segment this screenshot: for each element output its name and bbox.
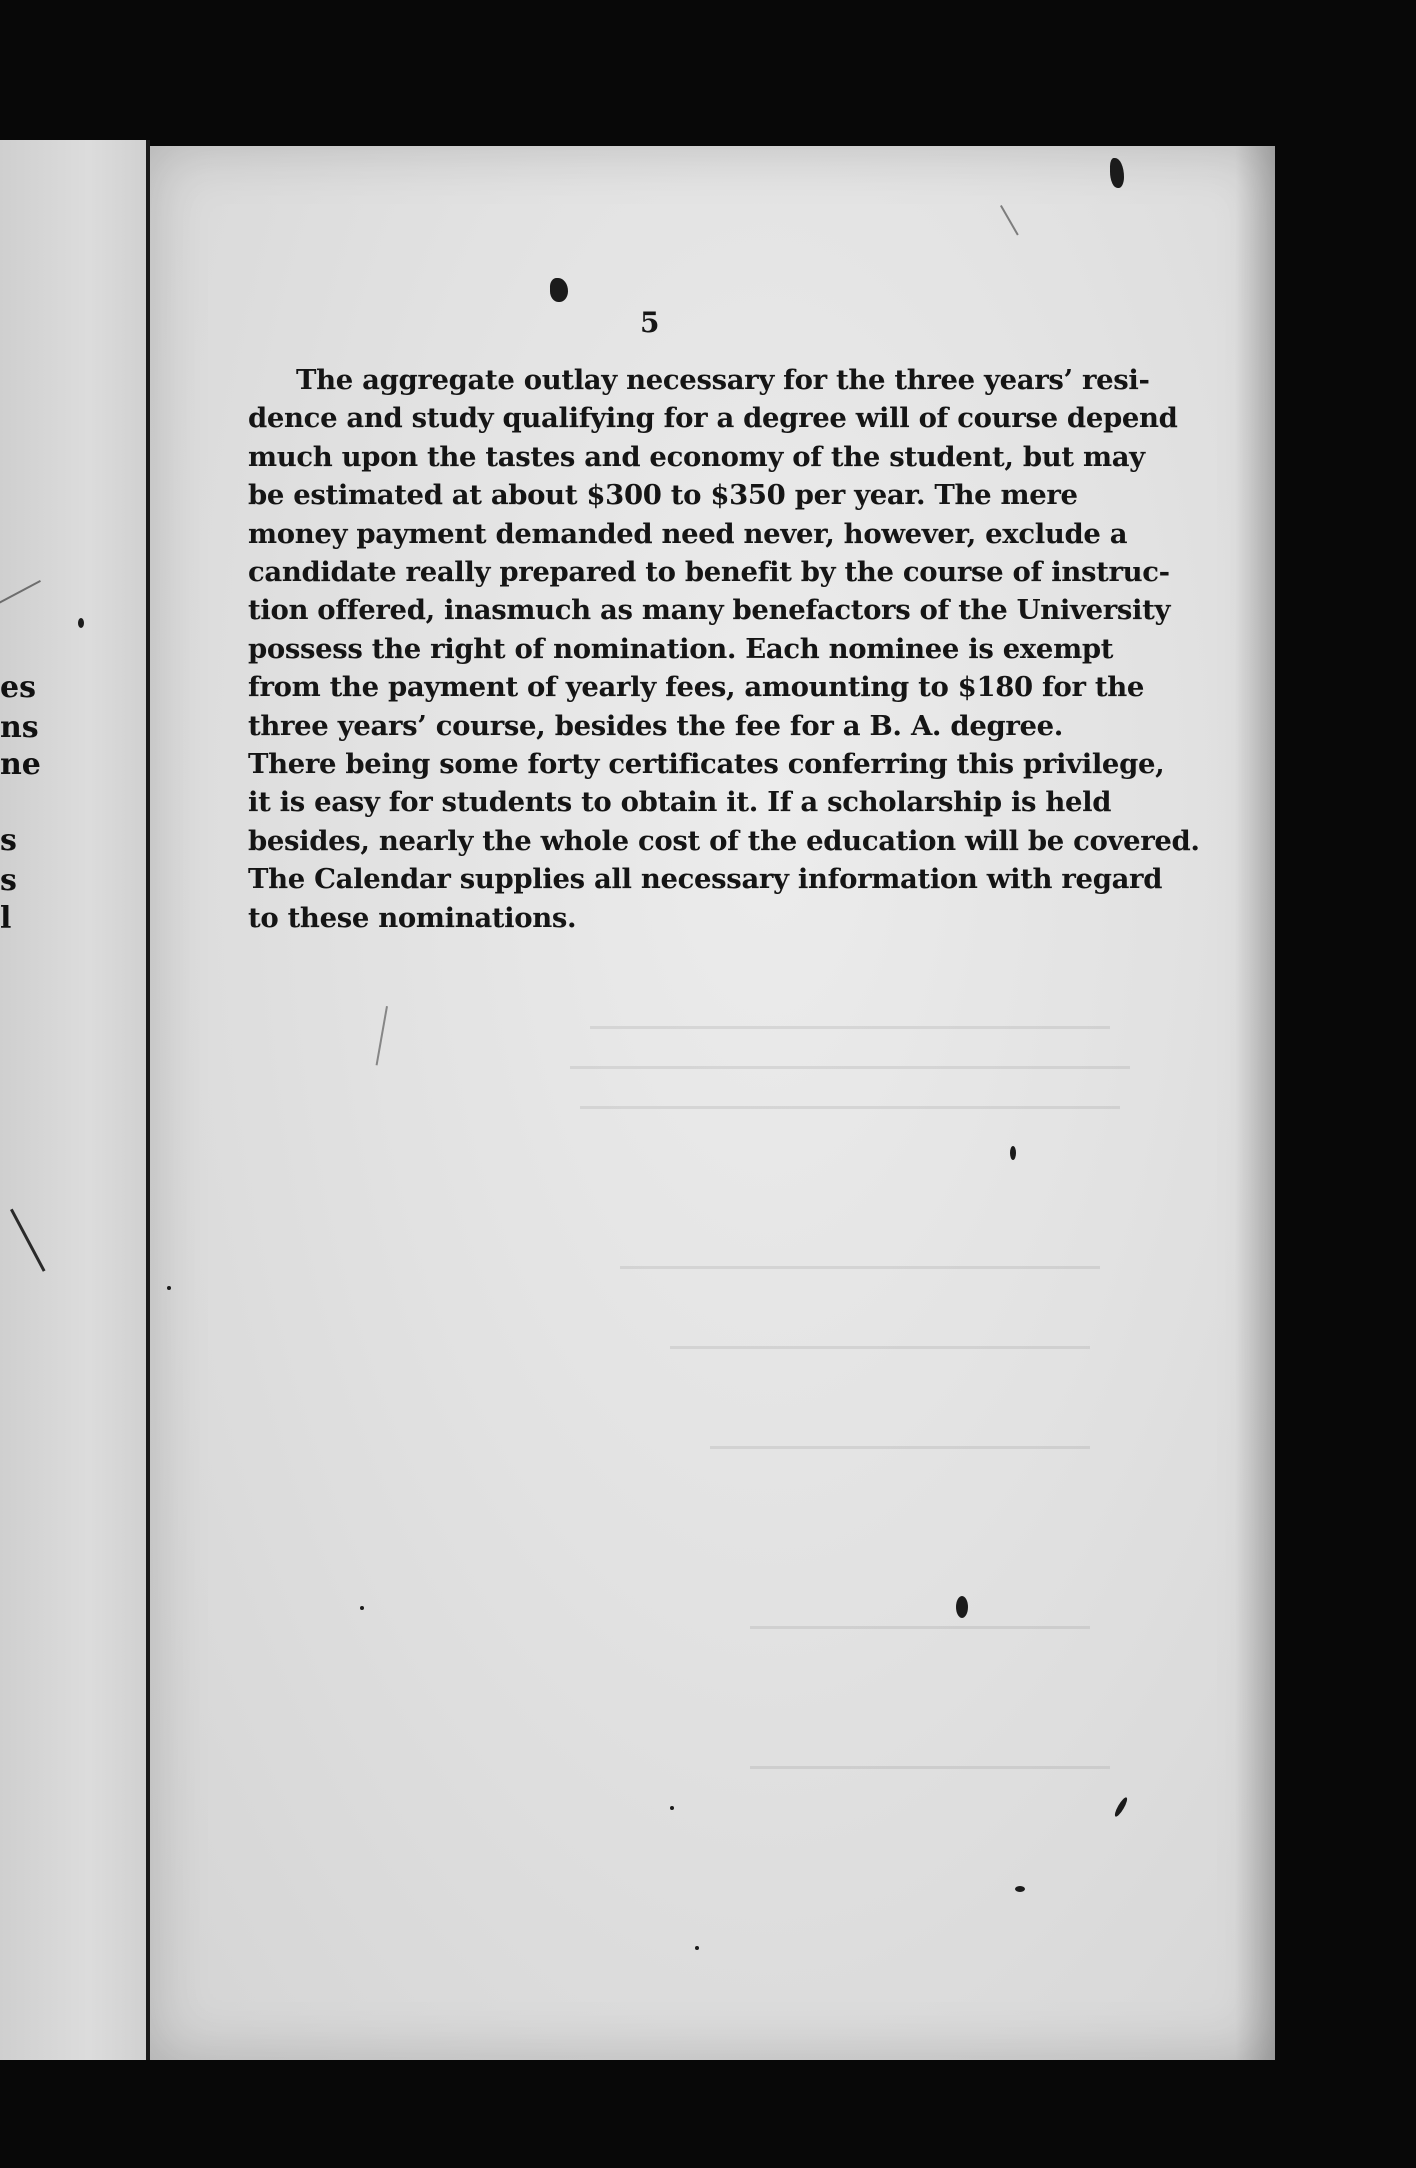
ink-blot xyxy=(1110,158,1124,188)
film-speck xyxy=(1015,1886,1025,1892)
previous-page-fragment xyxy=(0,140,148,2060)
text-line: three years’ course, besides the fee for a B. A. degree. xyxy=(248,709,1063,742)
show-through xyxy=(580,1106,1120,1109)
text-line: candidate really prepared to benefit by the course of instruc- xyxy=(248,556,1170,589)
text-line: There being some forty certificates conferring this privilege, xyxy=(248,748,1165,781)
show-through xyxy=(570,1066,1130,1069)
show-through xyxy=(750,1626,1090,1629)
fragment-text: s xyxy=(0,863,17,898)
text-line: to these nominations. xyxy=(248,901,577,934)
document-page xyxy=(150,146,1275,2060)
film-speck xyxy=(360,1606,364,1610)
fragment-text: ne xyxy=(0,747,41,782)
text-line: besides, nearly the whole cost of the education will be covered. xyxy=(248,824,1200,857)
body-paragraph xyxy=(248,361,1200,937)
film-scratch xyxy=(376,1006,388,1065)
film-speck xyxy=(78,618,84,628)
text-line: The aggregate outlay necessary for the three years’ resi- xyxy=(296,364,1150,396)
text-line: be estimated at about $300 to $350 per year. The mere xyxy=(248,479,1078,512)
text-line: from the payment of yearly fees, amounting to $180 for the xyxy=(248,671,1145,704)
show-through xyxy=(590,1026,1110,1029)
film-speck xyxy=(695,1946,699,1950)
film-speck xyxy=(1010,1146,1016,1160)
fragment-text: l xyxy=(0,901,12,936)
fragment-text: es xyxy=(0,670,36,705)
show-through xyxy=(710,1446,1090,1449)
film-scratch xyxy=(1000,205,1019,235)
film-speck xyxy=(670,1806,674,1810)
previous-page-text-edge xyxy=(0,140,41,2060)
film-speck xyxy=(956,1596,968,1618)
film-speck xyxy=(167,1286,171,1290)
page-number: 5 xyxy=(640,306,660,339)
page-edge-shadow xyxy=(1235,146,1275,2060)
fragment-text: ns xyxy=(0,710,39,745)
film-speck xyxy=(1113,1796,1129,1818)
text-line: it is easy for students to obtain it. If a scholarship is held xyxy=(248,786,1112,819)
text-line: The Calendar supplies all necessary information with regard xyxy=(248,863,1163,896)
text-line: tion offered, inasmuch as many benefactors of the University xyxy=(248,594,1171,627)
text-line: dence and study qualifying for a degree will of course depend xyxy=(248,402,1178,435)
show-through xyxy=(670,1346,1090,1349)
show-through xyxy=(750,1766,1110,1769)
text-line: possess the right of nomination. Each nominee is exempt xyxy=(248,632,1114,665)
ink-blot xyxy=(550,278,568,302)
show-through xyxy=(620,1266,1100,1269)
text-line: money payment demanded need never, however, exclude a xyxy=(248,517,1128,550)
text-line: much upon the tastes and economy of the student, but may xyxy=(248,440,1145,473)
fragment-text: s xyxy=(0,823,17,858)
